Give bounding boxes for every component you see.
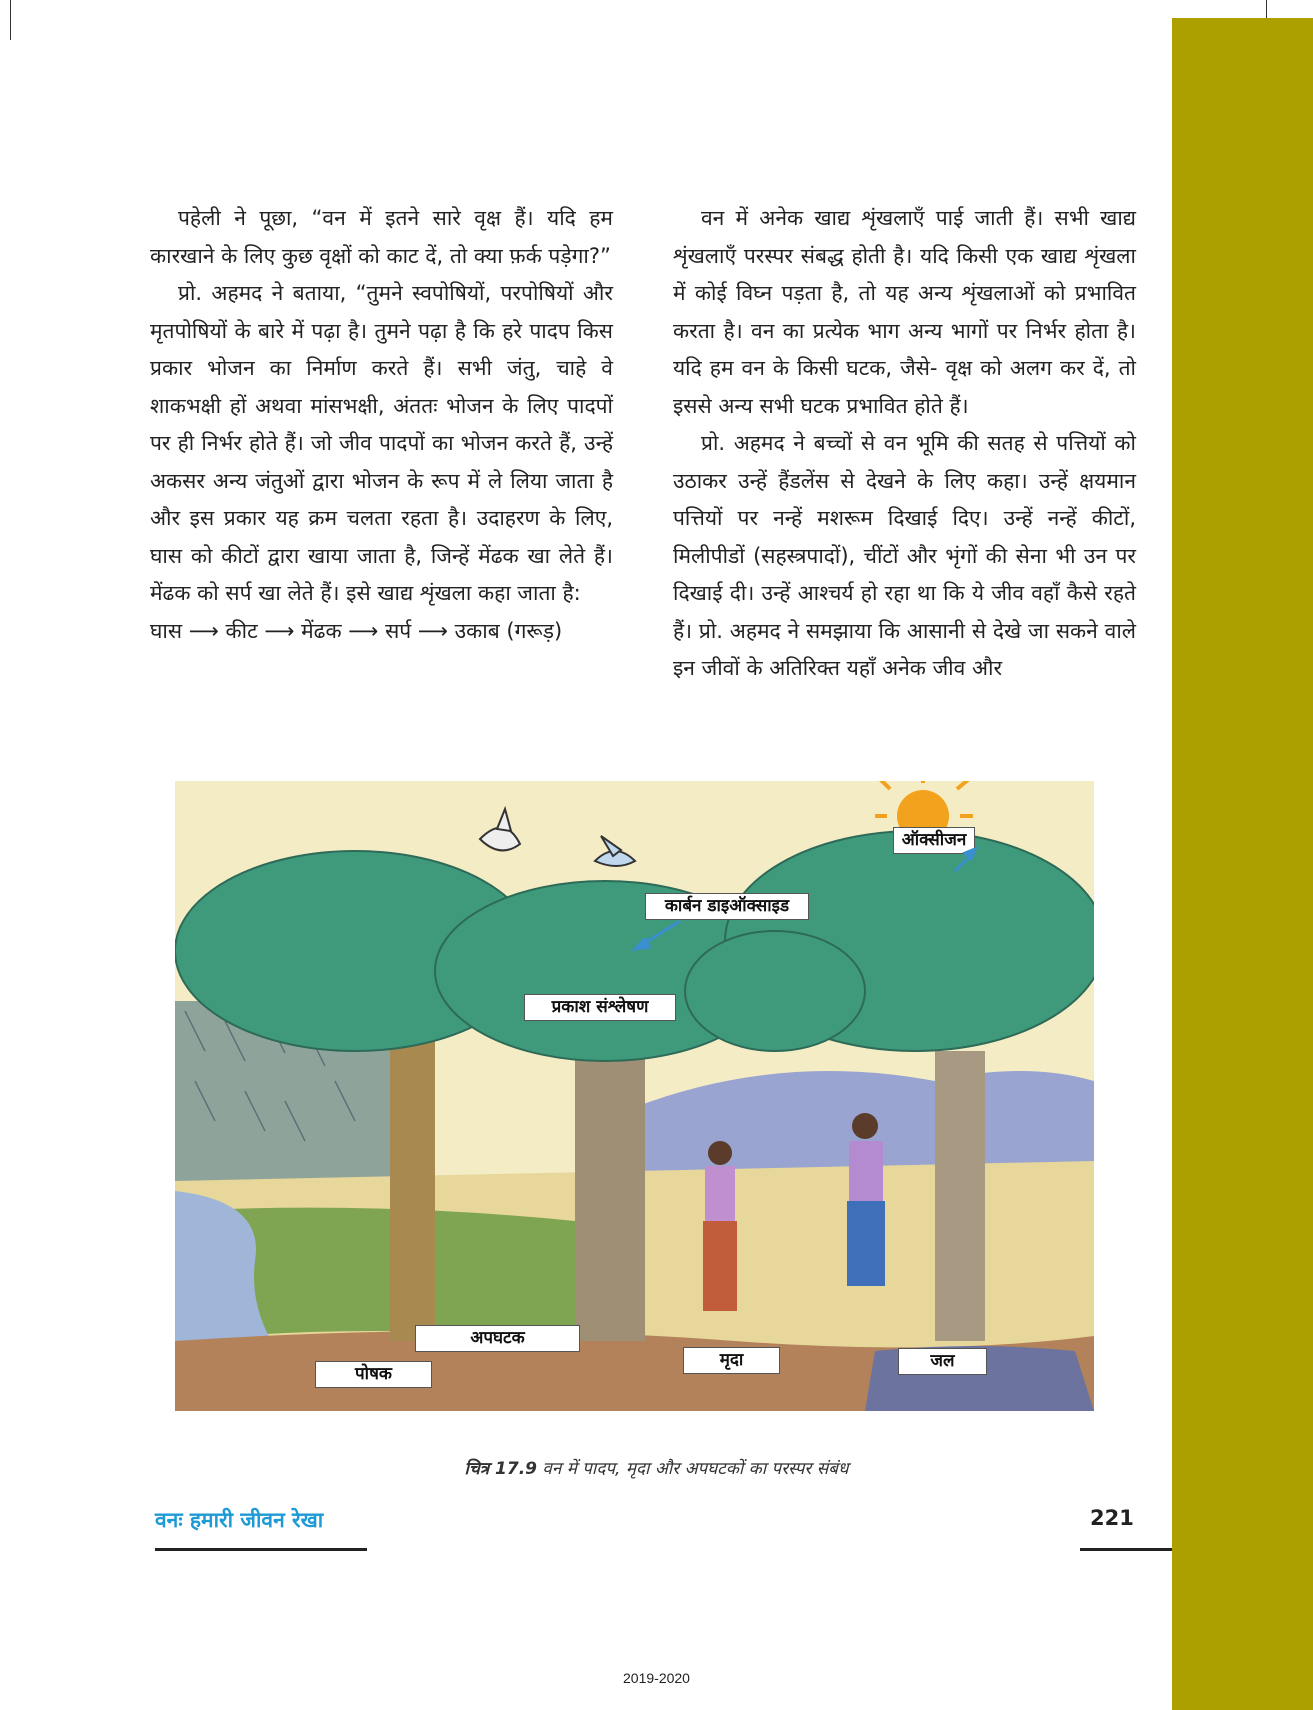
label-photosynthesis: प्रकाश संश्लेषण [524,994,676,1021]
left-column [150,200,613,650]
arrow-icon [175,781,1094,1411]
food-chain: घास ⟶ कीट ⟶ मेंढक ⟶ सर्प ⟶ उकाब (गरूड़) [150,618,563,643]
label-nutrient: पोषक [315,1361,432,1388]
crop-mark [10,0,11,40]
label-soil: मृदा [683,1347,780,1374]
paragraph: प्रो. अहमद ने बताया, “तुमने स्वपोषियों, परपोषियों और मृतपोषियों के बारे में पढ़ा है। तुमने पढ़ा है कि हरे पादप किस प्रकार भोजन का निर्माण करते हैं। सभी जंतु, चाहे वे शाकभक्षी हों अथवा मांसभक्षी, अंततः भोजन के लिए पादपों पर ही निर्भर होते हैं। जो जीव पादपों का भोजन करते हैं, उन्हें अकसर अन्य जंतुओं द्वारा भोजन के रूप में ले लिया जाता है और इस प्रकार यह क्रम चलता रहता है। उदाहरण के लिए, घास को कीटों द्वारा खाया जाता है, जिन्हें मेंढक खा लेते हैं। मेंढक को सर्प खा लेते हैं। इसे खाद्य शृंखला कहा जाता है: [150,281,613,605]
paragraph: वन में अनेक खाद्य शृंखलाएँ पाई जाती हैं। सभी खाद्य शृंखलाएँ परस्पर संबद्ध होती है। यदि किसी एक खाद्य शृंखला में कोई विघ्न पड़ता है, तो यह अन्य शृंखलाओं को प्रभावित करता है। वन का प्रत्येक भाग अन्य भागों पर निर्भर होता है। यदि हम वन के किसी घटक, जैसे- वृक्ष को अलग कर दें, तो इससे अन्य सभी घटक प्रभावित होते हैं। [673,206,1136,418]
label-water: जल [898,1348,987,1375]
paragraph: पहेली ने पूछा, “वन में इतने सारे वृक्ष हैं। यदि हम कारखाने के लिए कुछ वृक्षों को काट दें, तो क्या फ़र्क पड़ेगा?” [150,206,613,268]
divider [155,1548,367,1551]
forest-illustration [175,781,1094,1411]
page-number: 221 [1090,1506,1134,1530]
paragraph: प्रो. अहमद ने बच्चों से वन भूमि की सतह से पत्तियों को उठाकर उन्हें हैंडलेंस से देखने के लिए कहा। उन्हें क्षयमान पत्तियों पर नन्हें मशरूम दिखाई दिए। उन्हें नन्हें कीटों, मिलीपीडों (सहस्त्रपादों), चींटों और भृंगों की सेना भी उन पर दिखाई दी। उन्हें आश्चर्य हो रहा था कि ये जीव वहाँ कैसे रहते हैं। प्रो. अहमद ने समझाया कि आसानी से देखे जा सकने वाले इन जीवों के अतिरिक्त यहाँ अनेक जीव और [673,431,1136,680]
label-oxygen: ऑक्सीजन [893,827,975,854]
chapter-title: वनः हमारी जीवन रेखा [155,1508,324,1532]
figure-caption-text: वन में पादप, मृदा और अपघटकों का परस्पर संबंध [542,1459,849,1479]
divider [1080,1548,1172,1551]
right-column [673,200,1136,688]
academic-year: 2019-2020 [623,1670,690,1686]
label-decomposer: अपघटक [415,1325,580,1352]
figure-number: चित्र 17.9 [464,1459,537,1479]
figure-caption [0,1456,1313,1479]
label-co2: कार्बन डाइऑक्साइड [645,893,809,920]
